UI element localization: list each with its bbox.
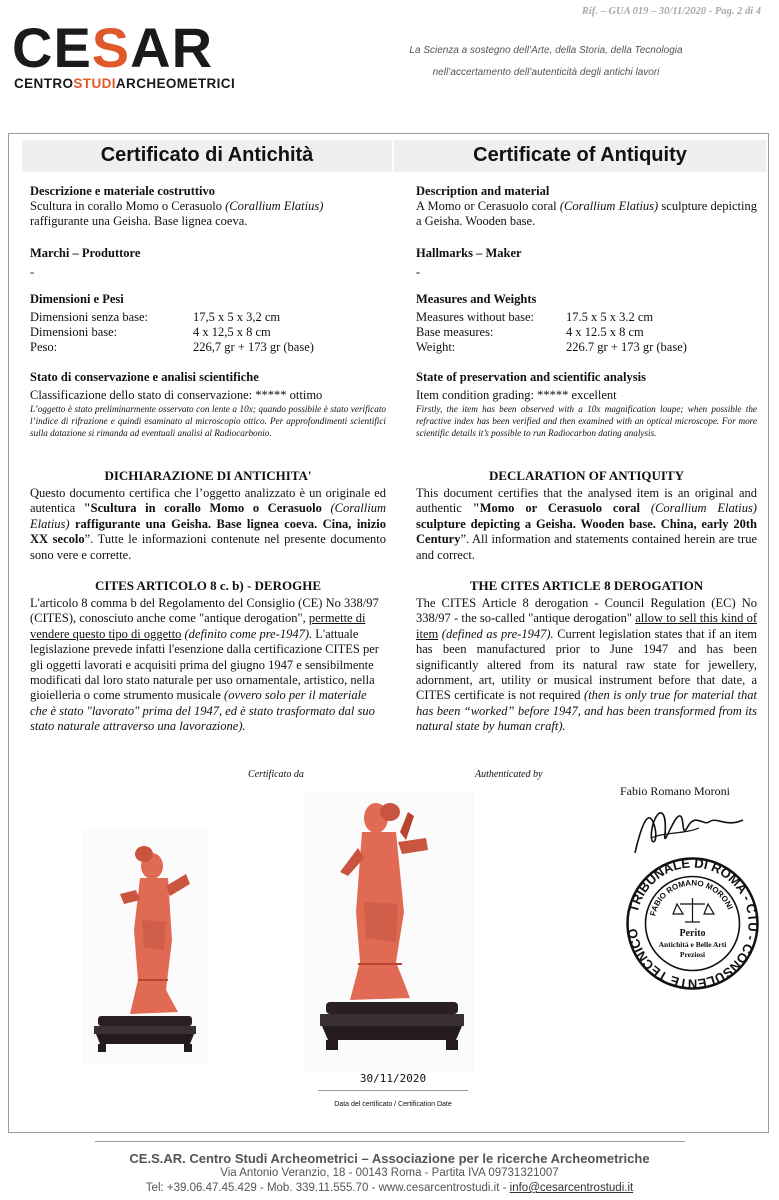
cites-section [30, 578, 386, 735]
declaration-text: Questo documento certifica che l’oggetto analizzato è un originale ed autentica "Scultura in corallo Momo o Cerasuolo (Corallium Elatius) raffigurante una Geisha. Base lignea coeva. Cina, inizio XX secolo”. Tutte le informazioni contenute nel presente documento sono vere e corrette. [30, 486, 386, 562]
page-reference: Rif. – GUA 019 – 30/11/2020 - Pag. 2 di 4 [581, 6, 761, 17]
dim-value: 226,7 gr + 173 gr (base) [193, 340, 314, 354]
marks-value: - [30, 265, 35, 279]
title-italian: Certificato di Antichità [22, 140, 392, 172]
stamp-line-1: Perito [679, 928, 706, 939]
scales-icon [673, 898, 714, 922]
cites-text: The CITES Article 8 derogation - Council Regulation (EC) No 338/97 - the so-called "antique derogation" allow to sell this kind of item (defined as pre-1947). Current legislation states that if an item has been manufactured prior to June 1947 and has been significantly altered from its natural raw state for jewellery, adornment, art, utility or musical instrument before that date, a CITES certificate is not required (then is only true for material that has been “worked” before 1947, and has been transformed from its natural state by human craft). [416, 596, 757, 734]
state-section [416, 370, 757, 439]
analysis-note: L’oggetto è stato preliminarmente osservato con lente a 10x; quando possibile è stato verificato l’indice di rifrazione e quindi esaminato al microscopio ottico. Per approfondimenti scientifici sulla datazione si rimanda ad eventuali analisi al Radiocarbonio. [30, 404, 386, 438]
footer-org: CE.S.AR. Centro Studi Archeometrici – Associazione per le ricerche Archeometriche [129, 1151, 650, 1166]
stamp-line-3: Preziosi [679, 950, 706, 959]
dim-label: Base measures: [416, 325, 494, 339]
state-section [30, 370, 386, 439]
state-value: Classificazione dello stato di conservazione: ***** ottimo [30, 388, 323, 402]
declaration-text: This document certifies that the analysed item is an original and authentic "Momo or Cerasuolo coral (Corallium Elatius) sculpture depicting a Geisha. Wooden base. China, early 20th Century”. All information and statements contained herein are true and correct. [416, 486, 757, 562]
official-stamp [625, 856, 760, 991]
section-heading: Stato di conservazione e analisi scientifiche [30, 370, 259, 384]
email-link[interactable]: info@cesarcentrostudi.it [509, 1182, 634, 1194]
description-text: Scultura in corallo Momo o Cerasuolo (Corallium Elatius) raffigurante una Geisha. Base lignea coeva. [30, 199, 324, 228]
section-heading: Measures and Weights [416, 292, 537, 306]
dim-label: Weight: [416, 340, 456, 354]
dim-label: Peso: [30, 340, 58, 354]
dimensions-section [416, 292, 757, 355]
state-value: Item condition grading: ***** excellent [416, 388, 617, 402]
section-heading: Description and material [416, 184, 550, 198]
cites-section [416, 578, 757, 735]
marks-section [30, 246, 386, 280]
cesar-logo: CESAR [12, 16, 214, 79]
stamp-inner-text: FABIO ROMANO MORONI [648, 878, 735, 917]
section-heading: Hallmarks – Maker [416, 246, 522, 260]
dim-value: 226.7 gr + 173 gr (base) [566, 340, 687, 354]
dim-label: Dimensioni base: [30, 325, 118, 339]
signer-name: Fabio Romano Moroni [620, 784, 730, 798]
sculpture-photo-large [304, 792, 474, 1072]
dim-value: 4 x 12.5 x 8 cm [566, 325, 644, 339]
declaration-heading: DECLARATION OF ANTIQUITY [488, 468, 685, 483]
declaration-section [30, 468, 386, 563]
footer-rule [95, 1141, 685, 1142]
footer-contacts: Tel: +39.06.47.45.429 - Mob. 339.11.555.70 - www.cesarcentrostudi.it - info@cesarcentrostudi.it [145, 1182, 634, 1194]
dimensions-table [30, 310, 386, 355]
logo-subtitle: CENTROSTUDIARCHEOMETRICI [14, 76, 236, 91]
certificate-date: 30/11/2020 [359, 1072, 427, 1085]
dim-value: 17,5 x 5 x 3,2 cm [193, 310, 281, 324]
cites-text: L'articolo 8 comma b del Regolamento del Consiglio (CE) No 338/97 (CITES), conosciuto anche come "antique derogation", permette di vendere questo tipo di oggetto (definito come pre-1947). L'attuale legislazione prevede infatti l'esenzione dalla certificazione CITES per gli oggetti lavorati e acquisiti prima del giugno 1947 e sensibilmente modificati dal loro stato naturale per uso ornamentale, artistico, nella gioielleria o come strumento musicale (ovvero solo per il materiale che è stato "lavorato" prima del 1947, ed è stato trasformato dal suo stato naturale attraverso una lavorazione). [30, 596, 379, 734]
certified-by-label: Certificato da [248, 769, 304, 780]
svg-text:FABIO ROMANO MORONI [648, 878, 734, 916]
date-label: Data del certificato / Certification Date [334, 1101, 452, 1108]
description-section [30, 184, 386, 229]
dim-value: 4 x 12,5 x 8 cm [193, 325, 271, 339]
section-heading: Marchi – Produttore [30, 246, 141, 260]
authenticated-by-label: Authenticated by [475, 769, 543, 780]
tagline-line-1: La Scienza a sostegno dell’Arte, della Storia, della Tecnologia [409, 45, 683, 56]
description-text: A Momo or Cerasuolo coral (Corallium Elatius) sculpture depicting a Geisha. Wooden base. [416, 199, 757, 228]
sculpture-photo-small [82, 830, 207, 1065]
section-heading: Dimensioni e Pesi [30, 292, 124, 306]
declaration-section [416, 468, 757, 563]
declaration-heading: DICHIARAZIONE DI ANTICHITA' [104, 468, 312, 483]
dim-value: 17.5 x 5 x 3.2 cm [566, 310, 654, 324]
analysis-note: Firstly, the item has been observed with a 10x magnification loupe; when possible the refractive index has been verified and then examined with an optical microscope. For more scientific details it’s possible to run Radiocarbon dating analysis. [416, 404, 757, 438]
title-english: Certificate of Antiquity [394, 140, 766, 172]
marks-value: - [416, 265, 421, 279]
dimensions-section [30, 292, 386, 355]
signature [625, 798, 750, 863]
dimensions-table [416, 310, 757, 355]
tagline-line-2: nell’accertamento dell’autenticità degli antichi lavori [432, 67, 660, 78]
dim-label: Dimensioni senza base: [30, 310, 149, 324]
footer-address: Via Antonio Veranzio, 18 - 00143 Roma - Partita IVA 09731321007 [220, 1167, 559, 1179]
description-section [416, 184, 757, 229]
section-heading: State of preservation and scientific analysis [416, 370, 646, 384]
dim-label: Measures without base: [416, 310, 535, 324]
cites-heading: THE CITES ARTICLE 8 DEROGATION [469, 578, 704, 593]
section-heading: Descrizione e materiale costruttivo [30, 184, 215, 198]
stamp-outer-text: TRIBUNALE DI ROMA - CTU - CONSULENTE TECNICO [625, 856, 760, 991]
stamp-line-2: Antichità e Belle Arti [658, 940, 727, 949]
cites-heading: CITES ARTICOLO 8 c. b) - DEROGHE [95, 578, 321, 593]
marks-section [416, 246, 757, 280]
date-rule [318, 1090, 468, 1091]
